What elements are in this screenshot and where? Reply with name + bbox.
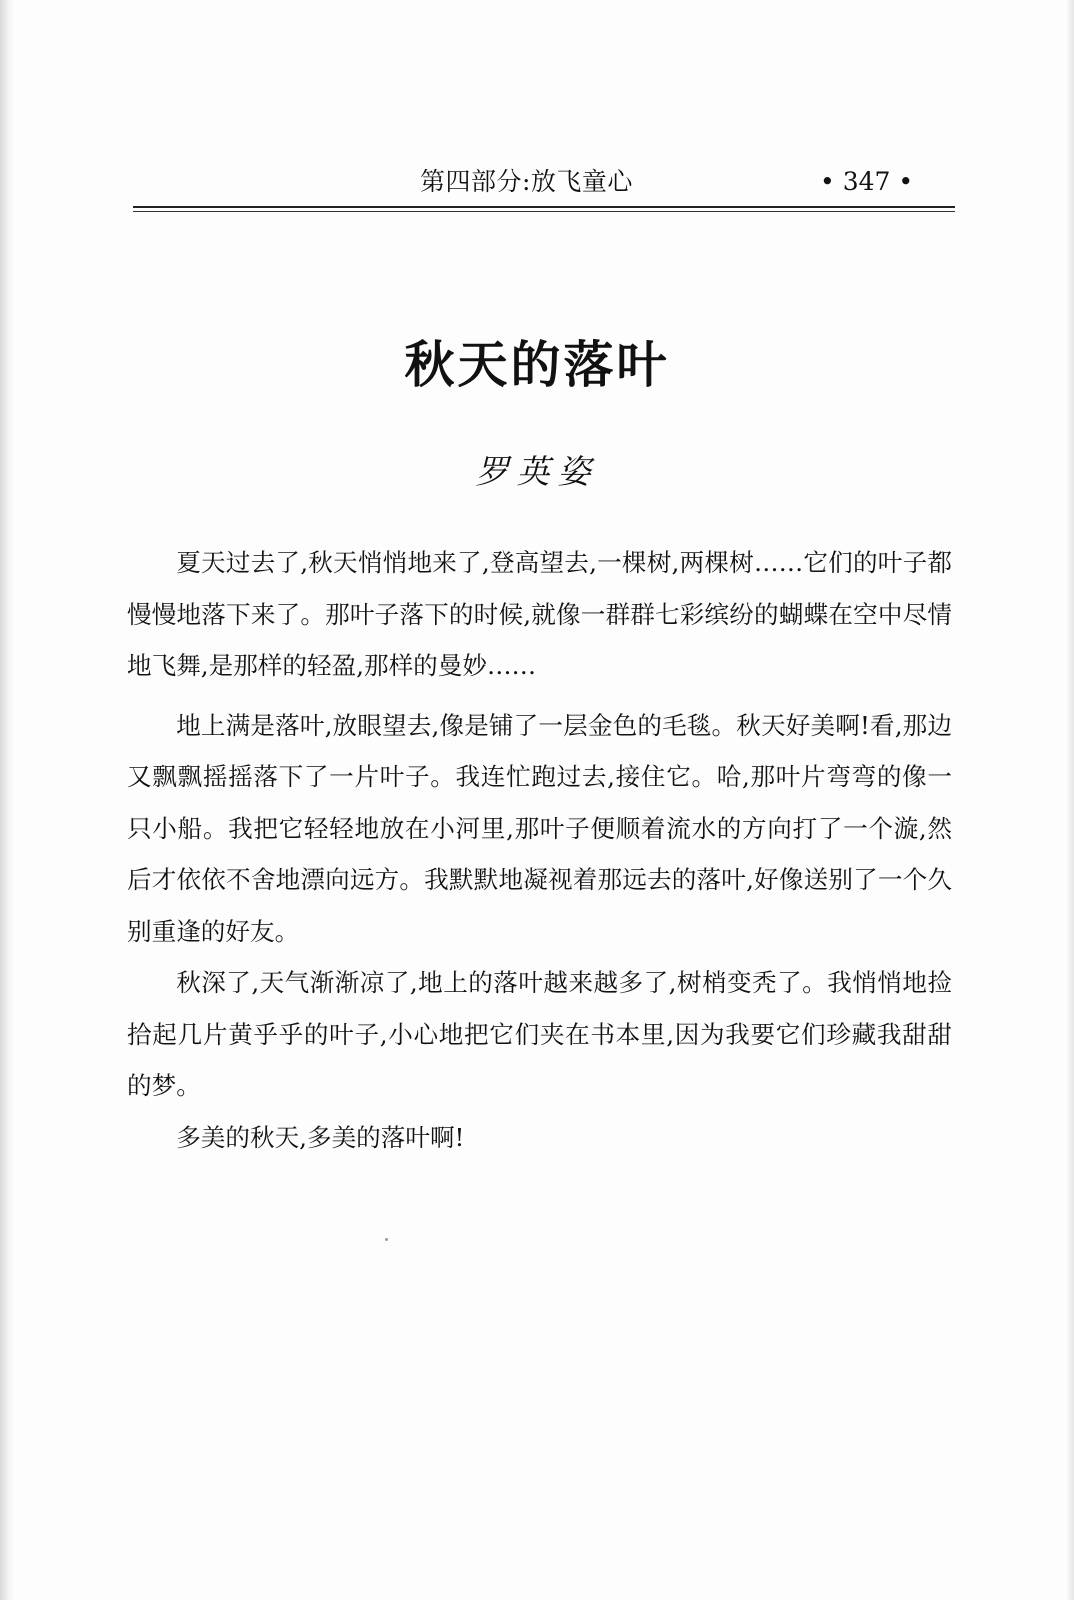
page-number: • 347 • bbox=[820, 167, 914, 196]
running-head bbox=[135, 162, 955, 202]
paragraph-3: 秋深了,天气渐渐凉了,地上的落叶越来越多了,树梢变秃了。我悄悄地捡拾起几片黄乎乎的叶子,小心地把它们夹在书本里,因为我要它们珍藏我甜甜的梦。 bbox=[127, 968, 952, 1100]
header-rule-thick bbox=[133, 206, 955, 208]
scan-speck bbox=[385, 1238, 388, 1241]
article-title: 秋天的落叶 bbox=[404, 335, 670, 394]
scan-shadow-right bbox=[1066, 0, 1074, 1600]
scan-shadow-left bbox=[0, 0, 14, 1600]
paragraph-1: 夏天过去了,秋天悄悄地来了,登高望去,一棵树,两棵树……它们的叶子都慢慢地落下来了。那叶子落下的时候,就像一群群七彩缤纷的蝴蝶在空中尽情地飞舞,是那样的轻盈,那样的曼妙…… bbox=[127, 548, 952, 680]
author-name: 罗英姿 bbox=[475, 452, 599, 491]
article-body bbox=[127, 537, 952, 1163]
section-title: 第四部分:放飞童心 bbox=[420, 167, 633, 196]
header-rule-thin bbox=[133, 211, 955, 212]
paragraph-4: 多美的秋天,多美的落叶啊! bbox=[176, 1122, 465, 1152]
paragraph-2: 地上满是落叶,放眼望去,像是铺了一层金色的毛毯。秋天好美啊!看,那边又飘飘摇摇落下了一片叶子。我连忙跑过去,接住它。哈,那叶片弯弯的像一只小船。我把它轻轻地放在小河里,那叶子便顺着流水的方向打了一个漩,然后才依依不舍地漂向远方。我默默地凝视着那远去的落叶,好像送别了一个久别重逢的好友。 bbox=[127, 710, 952, 946]
